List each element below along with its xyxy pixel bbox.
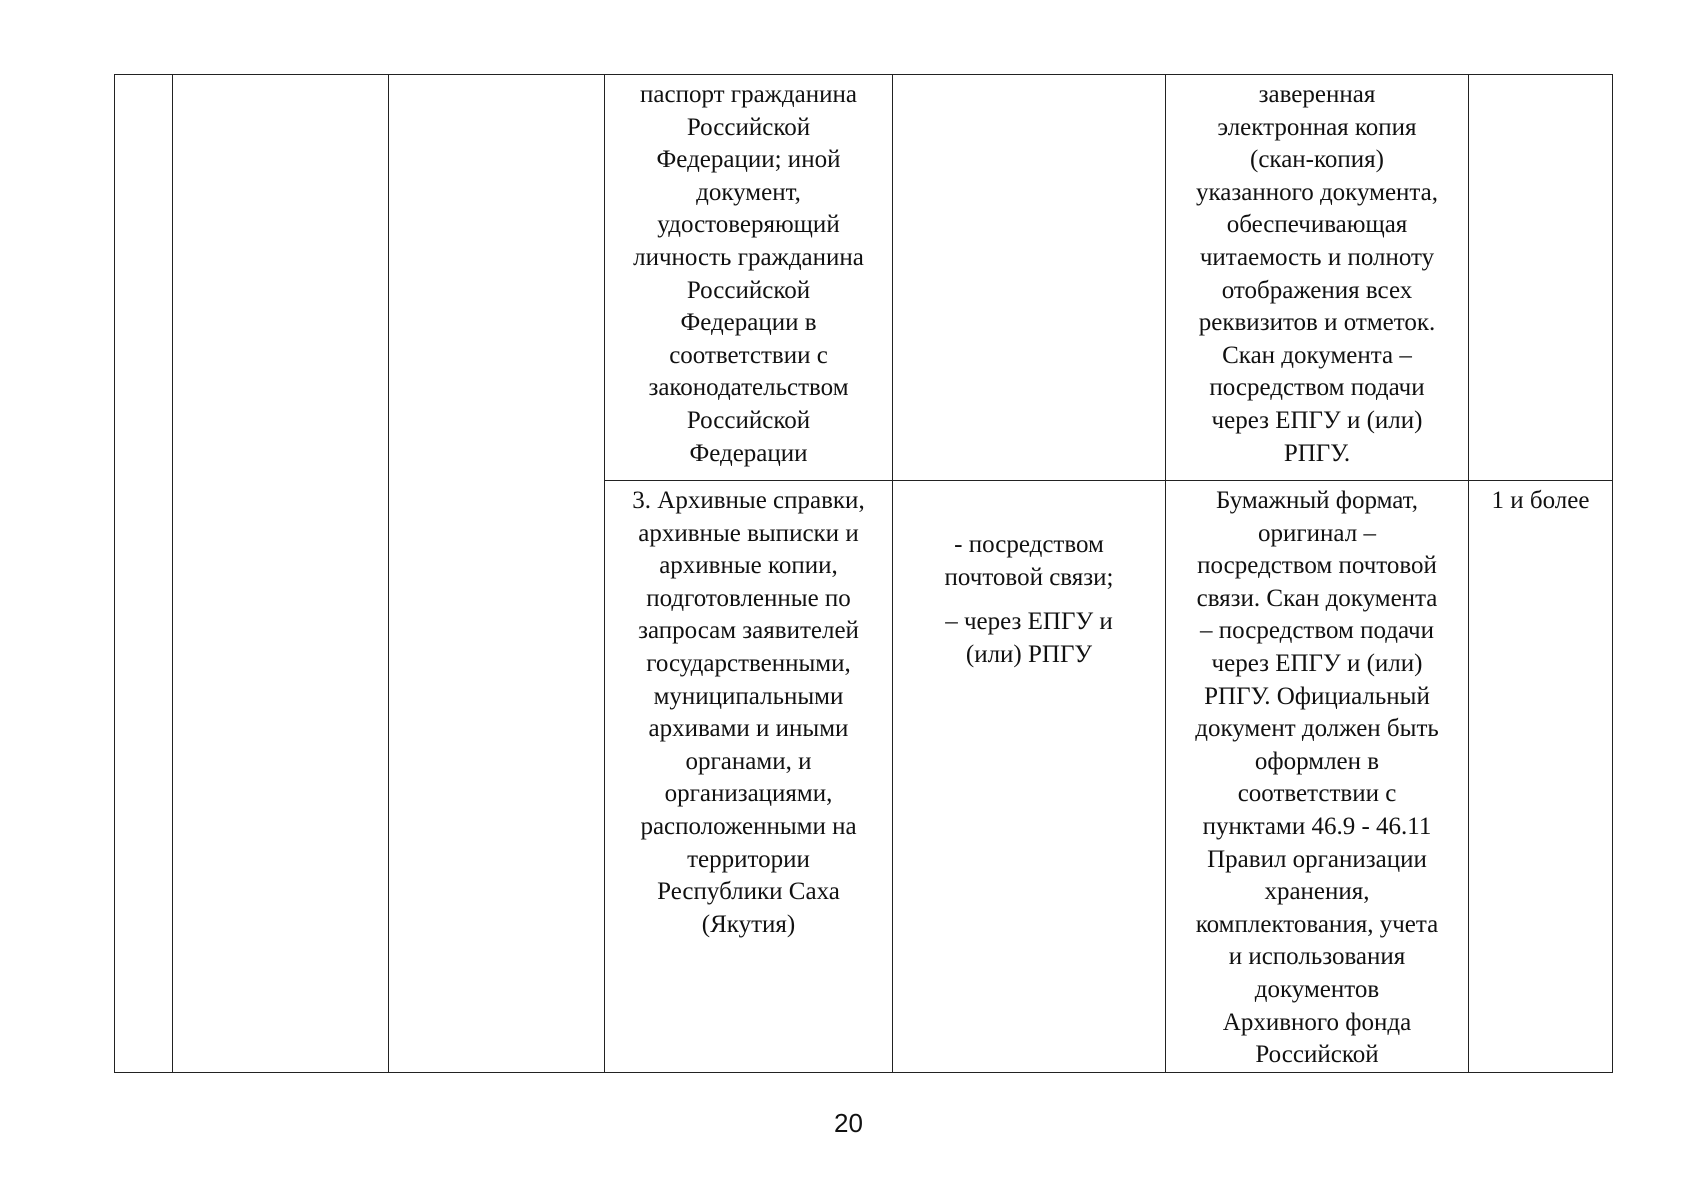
page-number: 20 xyxy=(834,1108,863,1138)
text-line: заверенная xyxy=(1258,81,1376,108)
text-line: личность гражданина xyxy=(633,243,864,271)
text-line: Федерации в xyxy=(680,309,817,337)
format-text xyxy=(1172,485,1462,1072)
format-cell xyxy=(1166,75,1469,481)
service-cell xyxy=(173,75,389,1073)
text-line: хранения, xyxy=(1264,878,1370,906)
text-line: документ, xyxy=(696,178,801,206)
text-line: – через ЕПГУ и xyxy=(945,608,1113,636)
text-line: территории xyxy=(687,845,810,873)
text-line: Российской xyxy=(686,406,811,434)
text-line: органами, и xyxy=(685,747,812,775)
text-line: Федерации; иной xyxy=(656,146,841,174)
text-line: Российской xyxy=(1255,1041,1379,1069)
quantity-cell xyxy=(1469,481,1613,1073)
category-cell xyxy=(389,75,605,1073)
method-portal-text xyxy=(899,606,1159,671)
document-text xyxy=(611,79,886,470)
table-row xyxy=(115,75,1613,481)
text-line: оригинал – xyxy=(1258,519,1376,547)
text-line: организациями, xyxy=(664,780,833,808)
text-line: соответствии с xyxy=(1237,780,1397,808)
text-line: Республики Саха xyxy=(657,878,840,906)
text-line: Федерации xyxy=(689,439,808,467)
text-line: Российской xyxy=(686,113,811,141)
text-line: 3. Архивные справки, xyxy=(632,487,865,514)
text-line: запросам заявителей xyxy=(638,617,859,645)
text-line: (Якутия) xyxy=(701,910,796,938)
method-postal-text xyxy=(899,529,1159,594)
text-line: соответствии с xyxy=(669,341,828,369)
text-line: - посредством xyxy=(954,531,1104,558)
document-cell xyxy=(605,481,893,1073)
quantity-text: 1 и более xyxy=(1491,487,1590,514)
text-line: реквизитов и отметок. xyxy=(1198,309,1436,337)
text-line: и использования xyxy=(1228,943,1406,971)
text-line: через ЕПГУ и (или) xyxy=(1211,406,1423,434)
text-line: посредством почтовой xyxy=(1197,552,1437,580)
text-line: почтовой связи; xyxy=(944,563,1114,591)
text-line: законодательством xyxy=(648,374,849,402)
text-line: оформлен в xyxy=(1254,747,1380,775)
document-table xyxy=(114,74,1613,1073)
text-line: архивные копии, xyxy=(659,552,838,580)
method-cell xyxy=(893,75,1166,481)
text-line: РПГУ. Официальный xyxy=(1204,682,1430,710)
quantity-cell xyxy=(1469,75,1613,481)
text-line: государственными, xyxy=(646,649,851,677)
document-cell xyxy=(605,75,893,481)
text-line: читаемость и полноту xyxy=(1199,243,1435,271)
text-line: комплектования, учета xyxy=(1195,910,1439,938)
text-line: (или) РПГУ xyxy=(965,640,1093,668)
text-line: пунктами 46.9 - 46.11 xyxy=(1202,812,1432,840)
document-text xyxy=(611,485,886,941)
text-line: документов xyxy=(1254,975,1380,1003)
text-line: архивами и иными xyxy=(648,715,849,743)
text-line: паспорт гражданина xyxy=(640,81,857,108)
text-line: (скан-копия) xyxy=(1250,146,1384,174)
text-line: Архивного фонда xyxy=(1222,1008,1412,1036)
text-line: электронная копия xyxy=(1217,113,1417,141)
text-line: отображения всех xyxy=(1221,276,1413,304)
text-line: обеспечивающая xyxy=(1226,211,1408,239)
text-line: Правил организации xyxy=(1207,845,1427,873)
text-line: Бумажный формат, xyxy=(1216,487,1418,514)
text-line: – посредством подачи xyxy=(1199,617,1434,645)
text-line: муниципальными xyxy=(653,682,844,710)
text-line: удостоверяющий xyxy=(657,211,840,239)
text-line: архивные выписки и xyxy=(638,519,859,547)
text-line: связи. Скан документа xyxy=(1196,584,1438,612)
format-text xyxy=(1172,79,1462,470)
text-line: документ должен быть xyxy=(1195,715,1439,743)
text-line: расположенными на xyxy=(640,812,857,840)
number-cell xyxy=(115,75,173,1073)
format-cell xyxy=(1166,481,1469,1073)
text-line: Российской xyxy=(686,276,811,304)
text-line: через ЕПГУ и (или) xyxy=(1211,649,1423,677)
text-line: посредством подачи xyxy=(1209,374,1425,402)
text-line: Скан документа – xyxy=(1222,341,1412,369)
text-line: указанного документа, xyxy=(1195,178,1439,206)
method-cell xyxy=(893,481,1166,1073)
text-line: подготовленные по xyxy=(646,584,851,612)
text-line: РПГУ. xyxy=(1283,439,1351,467)
